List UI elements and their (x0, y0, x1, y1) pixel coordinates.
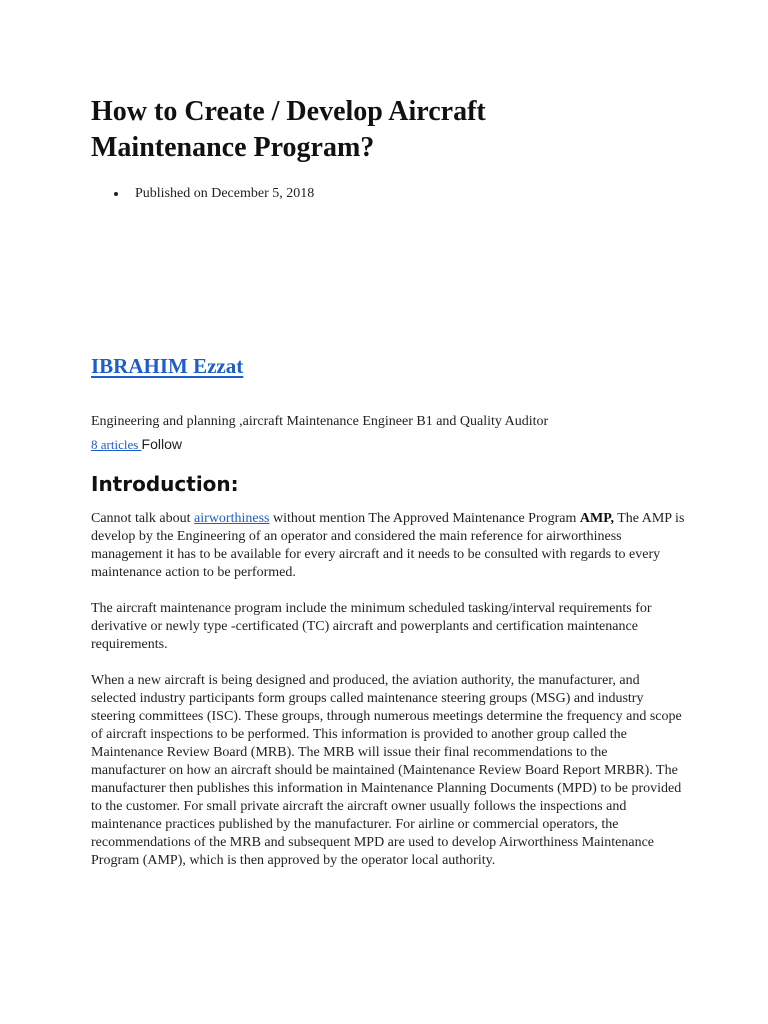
intro-paragraph (91, 510, 685, 582)
author-block (91, 203, 691, 454)
amp-bold-text: AMP, (579, 511, 614, 526)
author-stats (91, 435, 691, 454)
author-name-link[interactable]: IBRAHIM Ezzat (91, 354, 244, 378)
article-meta (91, 185, 691, 203)
intro-text-rest: The AMP is develop by the Engineering of an operator and considered the main reference for airworthiness management it has to be available for every aircraft and it needs to be consulted with regards to every maintenance action to be performed. (91, 511, 685, 580)
process-paragraph: When a new aircraft is being designed and produced, the aviation authority, the manufacturer, and selected industry participants form groups called maintenance steering groups (MSG) and industry steering committees (ISC). These groups, through numerous meetings determine the frequency and scope of aircraft inspections to be performed. This information is provided to another group called the Maintenance Review Board (MRB). The MRB will issue their final recommendations to the manufacturer on how an aircraft should be maintained (Maintenance Review Board Report MRBR). The manufacturer then publishes this information in Maintenance Planning Documents (MPD) to be provided to the customer. For small private aircraft the aircraft owner usually follows the inspections and maintenance practices published by the manufacturer. For airline or commercial operators, the recommendations of the MRB and subsequent MPD are used to develop Airworthiness Maintenance Program (AMP), which is then approved by the operator local authority. (91, 673, 682, 868)
published-date-item (91, 185, 691, 203)
intro-text-middle: without mention The Approved Maintenance Program (269, 511, 580, 526)
follow-button[interactable]: Follow (141, 436, 183, 452)
author-headline: Engineering and planning ,aircraft Maintenance Engineer B1 and Quality Auditor (91, 414, 549, 429)
program-paragraph: The aircraft maintenance program include the minimum scheduled tasking/interval requirements for derivative or newly type -certificated (TC) aircraft and powerplants and certification maintenance requirements. (91, 601, 652, 652)
bullet-icon (114, 192, 118, 196)
airworthiness-link[interactable]: airworthiness (194, 511, 270, 526)
intro-text-start: Cannot talk about (91, 511, 195, 526)
article-page (91, 94, 691, 870)
published-date: Published on December 5, 2018 (135, 186, 315, 201)
section-heading: Introduction: (91, 472, 239, 496)
article-title: How to Create / Develop Aircraft Maintenance Program? (91, 96, 486, 163)
articles-count-link[interactable]: 8 articles (91, 437, 142, 452)
